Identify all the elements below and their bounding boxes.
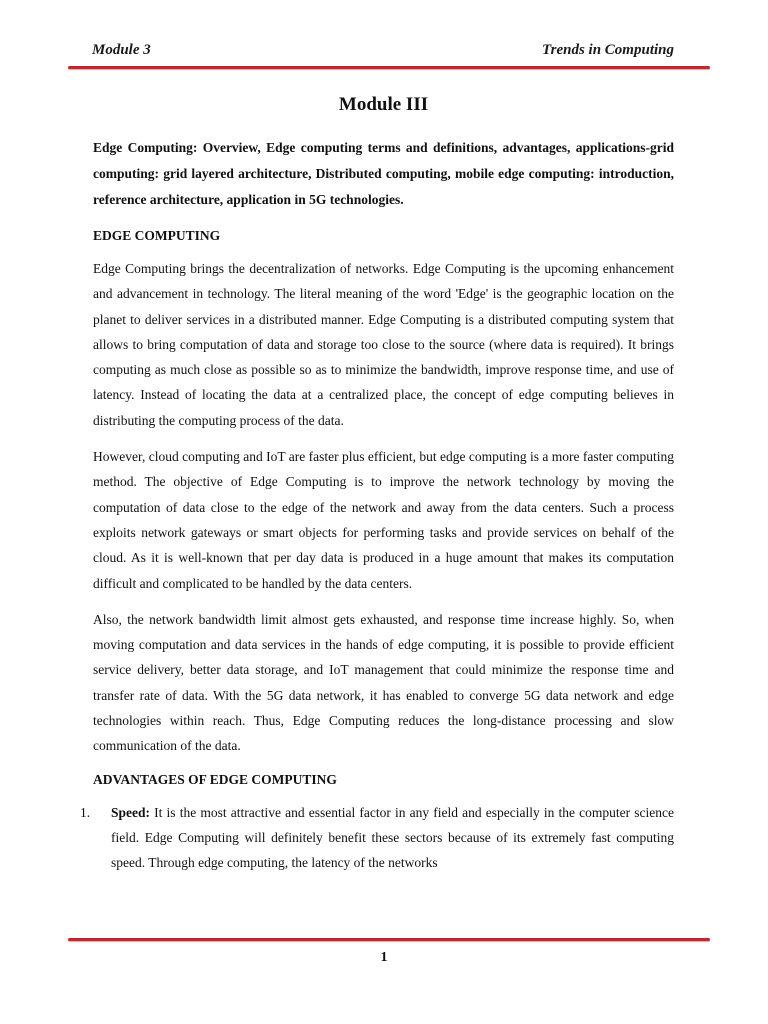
section-heading-edge-computing: EDGE COMPUTING xyxy=(93,228,221,243)
page-body xyxy=(80,93,674,875)
page-header xyxy=(92,42,674,64)
list-item-number: 1. xyxy=(80,804,91,820)
paragraph: Also, the network bandwidth limit almost gets exhausted, and response time increase highly. So, when moving computation and data services in the hands of edge computing, it is possible to provide efficient service delivery, better data storage, and IoT management that could minimize the response time and transfer rate of data. With the 5G data network, it has enabled to converge 5G data network and edge technologies within reach. Thus, Edge Computing reduces the long-distance processing and slow communication of the data. xyxy=(93,611,674,754)
header-course-title: Trends in Computing xyxy=(542,42,674,58)
paragraph: However, cloud computing and IoT are faster plus efficient, but edge computing is a more faster computing method. The objective of Edge Computing is to improve the network technology by moving the computation of data close to the edge of the network and away from the data centers. Such a process exploits network gateways or smart objects for performing tasks and provide services on behalf of the cloud. As it is well-known that per day data is produced in a huge amount that makes its computation difficult and complicated to be handled by the data centers. xyxy=(93,449,674,591)
advantages-list xyxy=(80,800,674,875)
list-item-text: It is the most attractive and essential factor in any field and especially in the computer science field. Edge Computing will definitely benefit these sectors because of its extremely fast computing speed. Through edge computing, the latency of the networks xyxy=(111,804,674,870)
footer-divider xyxy=(68,938,710,941)
header-divider xyxy=(68,66,710,69)
section-heading-advantages: ADVANTAGES OF EDGE COMPUTING xyxy=(93,771,337,787)
page-title: Module III xyxy=(338,94,429,115)
syllabus-summary: Edge Computing: Overview, Edge computing terms and definitions, advantages, applications-grid computing: grid layered architecture, Distributed computing, mobile edge computing: introduction, reference architecture, application in 5G technologies. xyxy=(93,140,674,207)
header-module-label: Module 3 xyxy=(92,42,151,58)
paragraph: Edge Computing brings the decentralization of networks. Edge Computing is the upcoming enhancement and advancement in technology. The literal meaning of the word 'Edge' is the geographic location on the planet to deliver services in a distributed manner. Edge Computing is a distributed computing system that allows to bring computation of data and storage too close to the source (where data is required). It brings computing as much close as possible so as to minimize the bandwidth, improve response time, and use of latency. Instead of locating the data at a centralized place, the concept of edge computing believes in distributing the computing process of the data. xyxy=(93,261,674,428)
list-item-term: Speed: xyxy=(111,804,151,820)
list-item xyxy=(80,800,674,875)
page-number: 1 xyxy=(380,950,388,965)
